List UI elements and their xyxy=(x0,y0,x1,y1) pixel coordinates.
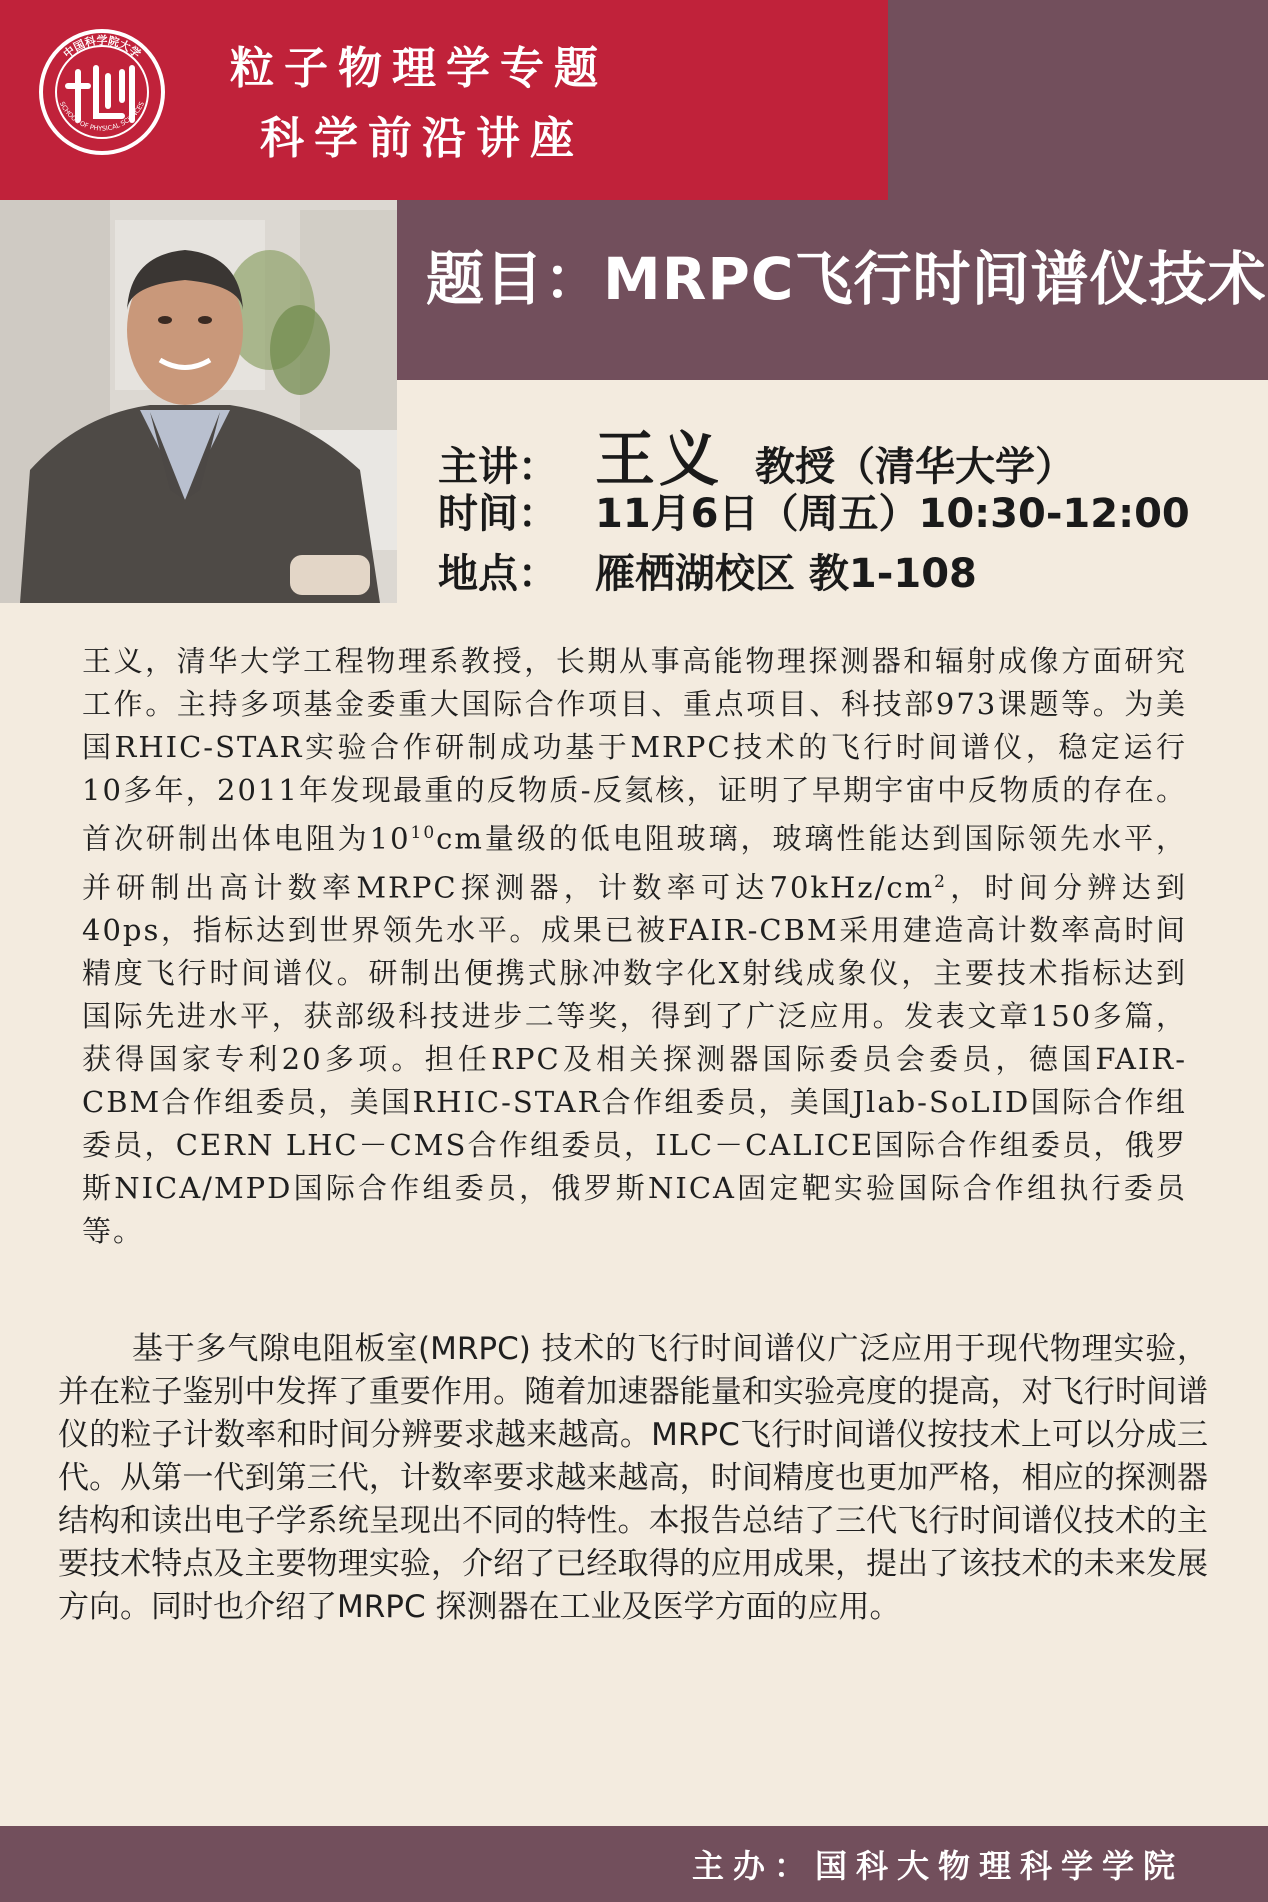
place-row xyxy=(438,542,977,599)
logo-text-cn: 中国科学院大学 xyxy=(60,34,144,61)
time-label: 时间： xyxy=(438,491,558,537)
place-label: 地点： xyxy=(438,551,558,597)
speaker-bio xyxy=(82,640,1187,1253)
time-value: 11月6日（周五）10:30-12:00 xyxy=(595,491,1190,537)
speaker-label: 主讲： xyxy=(438,444,558,490)
bio-text-1: 王义，清华大学工程物理系教授，长期从事高能物理探测器和辐射成像方面研究工作。主持多项基金委重大国际合作项目、重点项目、科技部973课题等。为美国RHIC-STAR实验合作研制成功基于MRPC技术的飞行时间谱仪，稳定运行10多年，2011年发现最重的反物质-反氦核，证明了早期宇宙中反物质的存在。首次研制出体电阻为10 xyxy=(82,644,1187,856)
bio-superscript-1: 10 xyxy=(410,823,437,843)
header-mauve-block xyxy=(888,0,1268,200)
speaker-name: 王义 xyxy=(595,425,723,495)
time-row xyxy=(438,482,1190,539)
speaker-title: 教授（清华大学） xyxy=(755,444,1075,490)
bio-text-3: ，时间分辨达到40ps，指标达到世界领先水平。成果已被FAIR-CBM采用建造高计数率高时间精度飞行时间谱仪。研制出便携式脉冲数字化X射线成象仪，主要技术指标达到国际先进水平，获部级科技进步二等奖，得到了广泛应用。发表文章150多篇，获得国家专利20多项。担任RPC及相关探测器国际委员会委员，德国FAIR-CBM合作组委员，美国RHIC-STAR合作组委员，美国Jlab-SoLID国际合作组委员，CERN LHC－CMS合作组委员，ILC－CALICE国际合作组委员，俄罗斯NICA/MPD国际合作组委员，俄罗斯NICA固定靶实验国际合作组执行委员等。 xyxy=(82,870,1187,1249)
speaker-portrait xyxy=(0,200,397,603)
lecture-abstract: 基于多气隙电阻板室(MRPC) 技术的飞行时间谱仪广泛应用于现代物理实验，并在粒子鉴别中发挥了重要作用。随着加速器能量和实验亮度的提高，对飞行时间谱仪的粒子计数率和时间分辨要求越来越高。MRPC飞行时间谱仪按技术上可以分成三代。从第一代到第三代，计数率要求越来越高，时间精度也更加严格，相应的探测器结构和读出电子学系统呈现出不同的特性。本报告总结了三代飞行时间谱仪技术的主要技术特点及主要物理实验，介绍了已经取得的应用成果，提出了该技术的未来发展方向。同时也介绍了MRPC 探测器在工业及医学方面的应用。 xyxy=(58,1331,1208,1625)
university-seal-icon xyxy=(38,28,166,156)
place-value: 雁栖湖校区 教1-108 xyxy=(595,551,977,597)
bio-superscript-2: 2 xyxy=(934,871,947,892)
host-organizer: 主办：国科大物理科学学院 xyxy=(691,1847,1184,1885)
bio-text-2: cm量级的低电阻玻璃，玻璃性能达到国际领先水平，并研制出高计数率MRPC探测器，计数率可达70kHz/cm xyxy=(82,821,1187,905)
lecture-title: 题目：MRPC飞行时间谱仪技术 xyxy=(426,245,1267,313)
series-line-2: 科学前沿讲座 xyxy=(260,113,584,164)
series-line-1: 粒子物理学专题 xyxy=(230,43,608,94)
logo-text-en: SCHOOL OF PHYSICAL SCIENCES xyxy=(58,100,146,133)
lecture-series-title xyxy=(230,34,608,174)
